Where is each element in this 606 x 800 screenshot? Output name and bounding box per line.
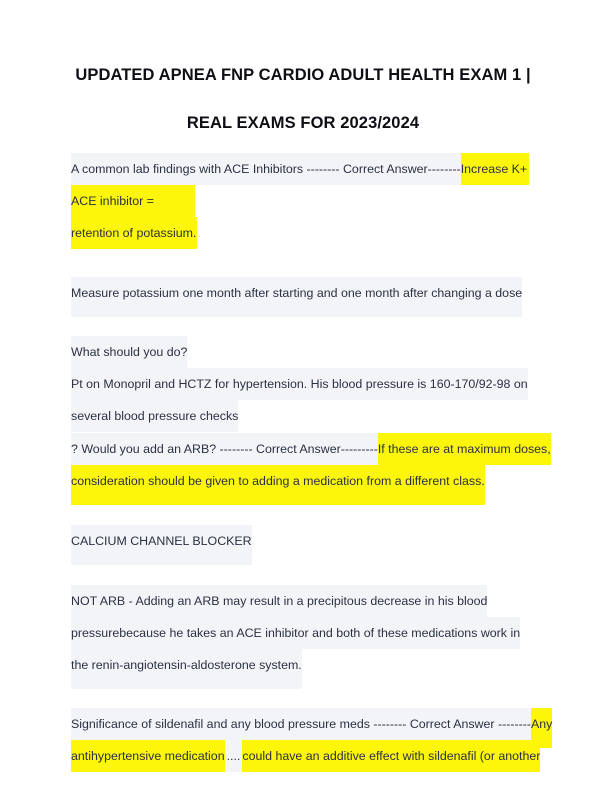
question-2-text-1: What should you do? xyxy=(71,336,187,368)
answer-1-text-2: ACE inhibitor = xyxy=(71,185,195,217)
question-3 xyxy=(71,708,552,740)
answer-1-line-2 xyxy=(71,185,195,217)
question-2-text-4: ? Would you add an ARB? -------- Correct Answer--------- xyxy=(71,433,378,465)
question-2-line-1 xyxy=(71,336,187,368)
note-1-text: Measure potassium one month after starting and one month after changing a dose xyxy=(71,277,522,317)
question-2-text-2: Pt on Monopril and HCTZ for hypertension. His blood pressure is 160-170/92-98 on xyxy=(71,368,528,400)
question-1-text: A common lab findings with ACE Inhibitors -------- Correct Answer-------- xyxy=(71,153,461,185)
answer-3-text-2b: .... xyxy=(225,740,243,772)
question-1 xyxy=(71,153,529,185)
document-title-line-1: UPDATED APNEA FNP CARDIO ADULT HEALTH EXAM 1 | xyxy=(75,66,531,84)
answer-1-line-3 xyxy=(71,217,197,249)
question-2-line-2 xyxy=(71,368,528,400)
answer-1-text-3: retention of potassium. xyxy=(71,217,197,249)
arb-text-3b: angiotensin-aldosterone system. xyxy=(123,649,301,689)
note-1 xyxy=(71,277,522,309)
answer-3-text-2c: could have an additive effect with sildenafil (or another xyxy=(242,740,540,772)
arb-text-2: pressurebecause he takes an ACE inhibitor and both of these medications work in xyxy=(71,617,520,649)
arb-text-3a: the renin- xyxy=(71,649,123,689)
arb-line-2 xyxy=(71,617,520,649)
arb-text-1: NOT ARB - Adding an ARB may result in a precipitous decrease in his blood xyxy=(71,585,487,617)
answer-2-line-2 xyxy=(71,465,485,497)
ccb-text: CALCIUM CHANNEL BLOCKER xyxy=(71,525,252,565)
arb-line-1 xyxy=(71,585,487,617)
answer-2-start: If these are at maximum doses, xyxy=(378,433,551,465)
answer-3-text-2a: antihypertensive medication xyxy=(71,740,225,772)
document-title-line-2: REAL EXAMS FOR 2023/2024 xyxy=(186,114,420,132)
ccb-line xyxy=(71,525,252,557)
answer-3-line-2 xyxy=(71,740,540,772)
answer-3-start: Any xyxy=(531,708,552,748)
arb-line-3 xyxy=(71,649,302,681)
question-3-text: Significance of sildenafil and any blood pressure meds -------- Correct Answer -------- xyxy=(71,708,531,740)
question-2-line-3 xyxy=(71,400,238,432)
answer-2-text-2: consideration should be given to adding a medication from a different class. xyxy=(71,465,485,505)
question-1-answer-start: Increase K+ xyxy=(461,153,529,185)
question-2-line-4 xyxy=(71,433,551,465)
question-2-text-3: several blood pressure checks xyxy=(71,400,238,432)
